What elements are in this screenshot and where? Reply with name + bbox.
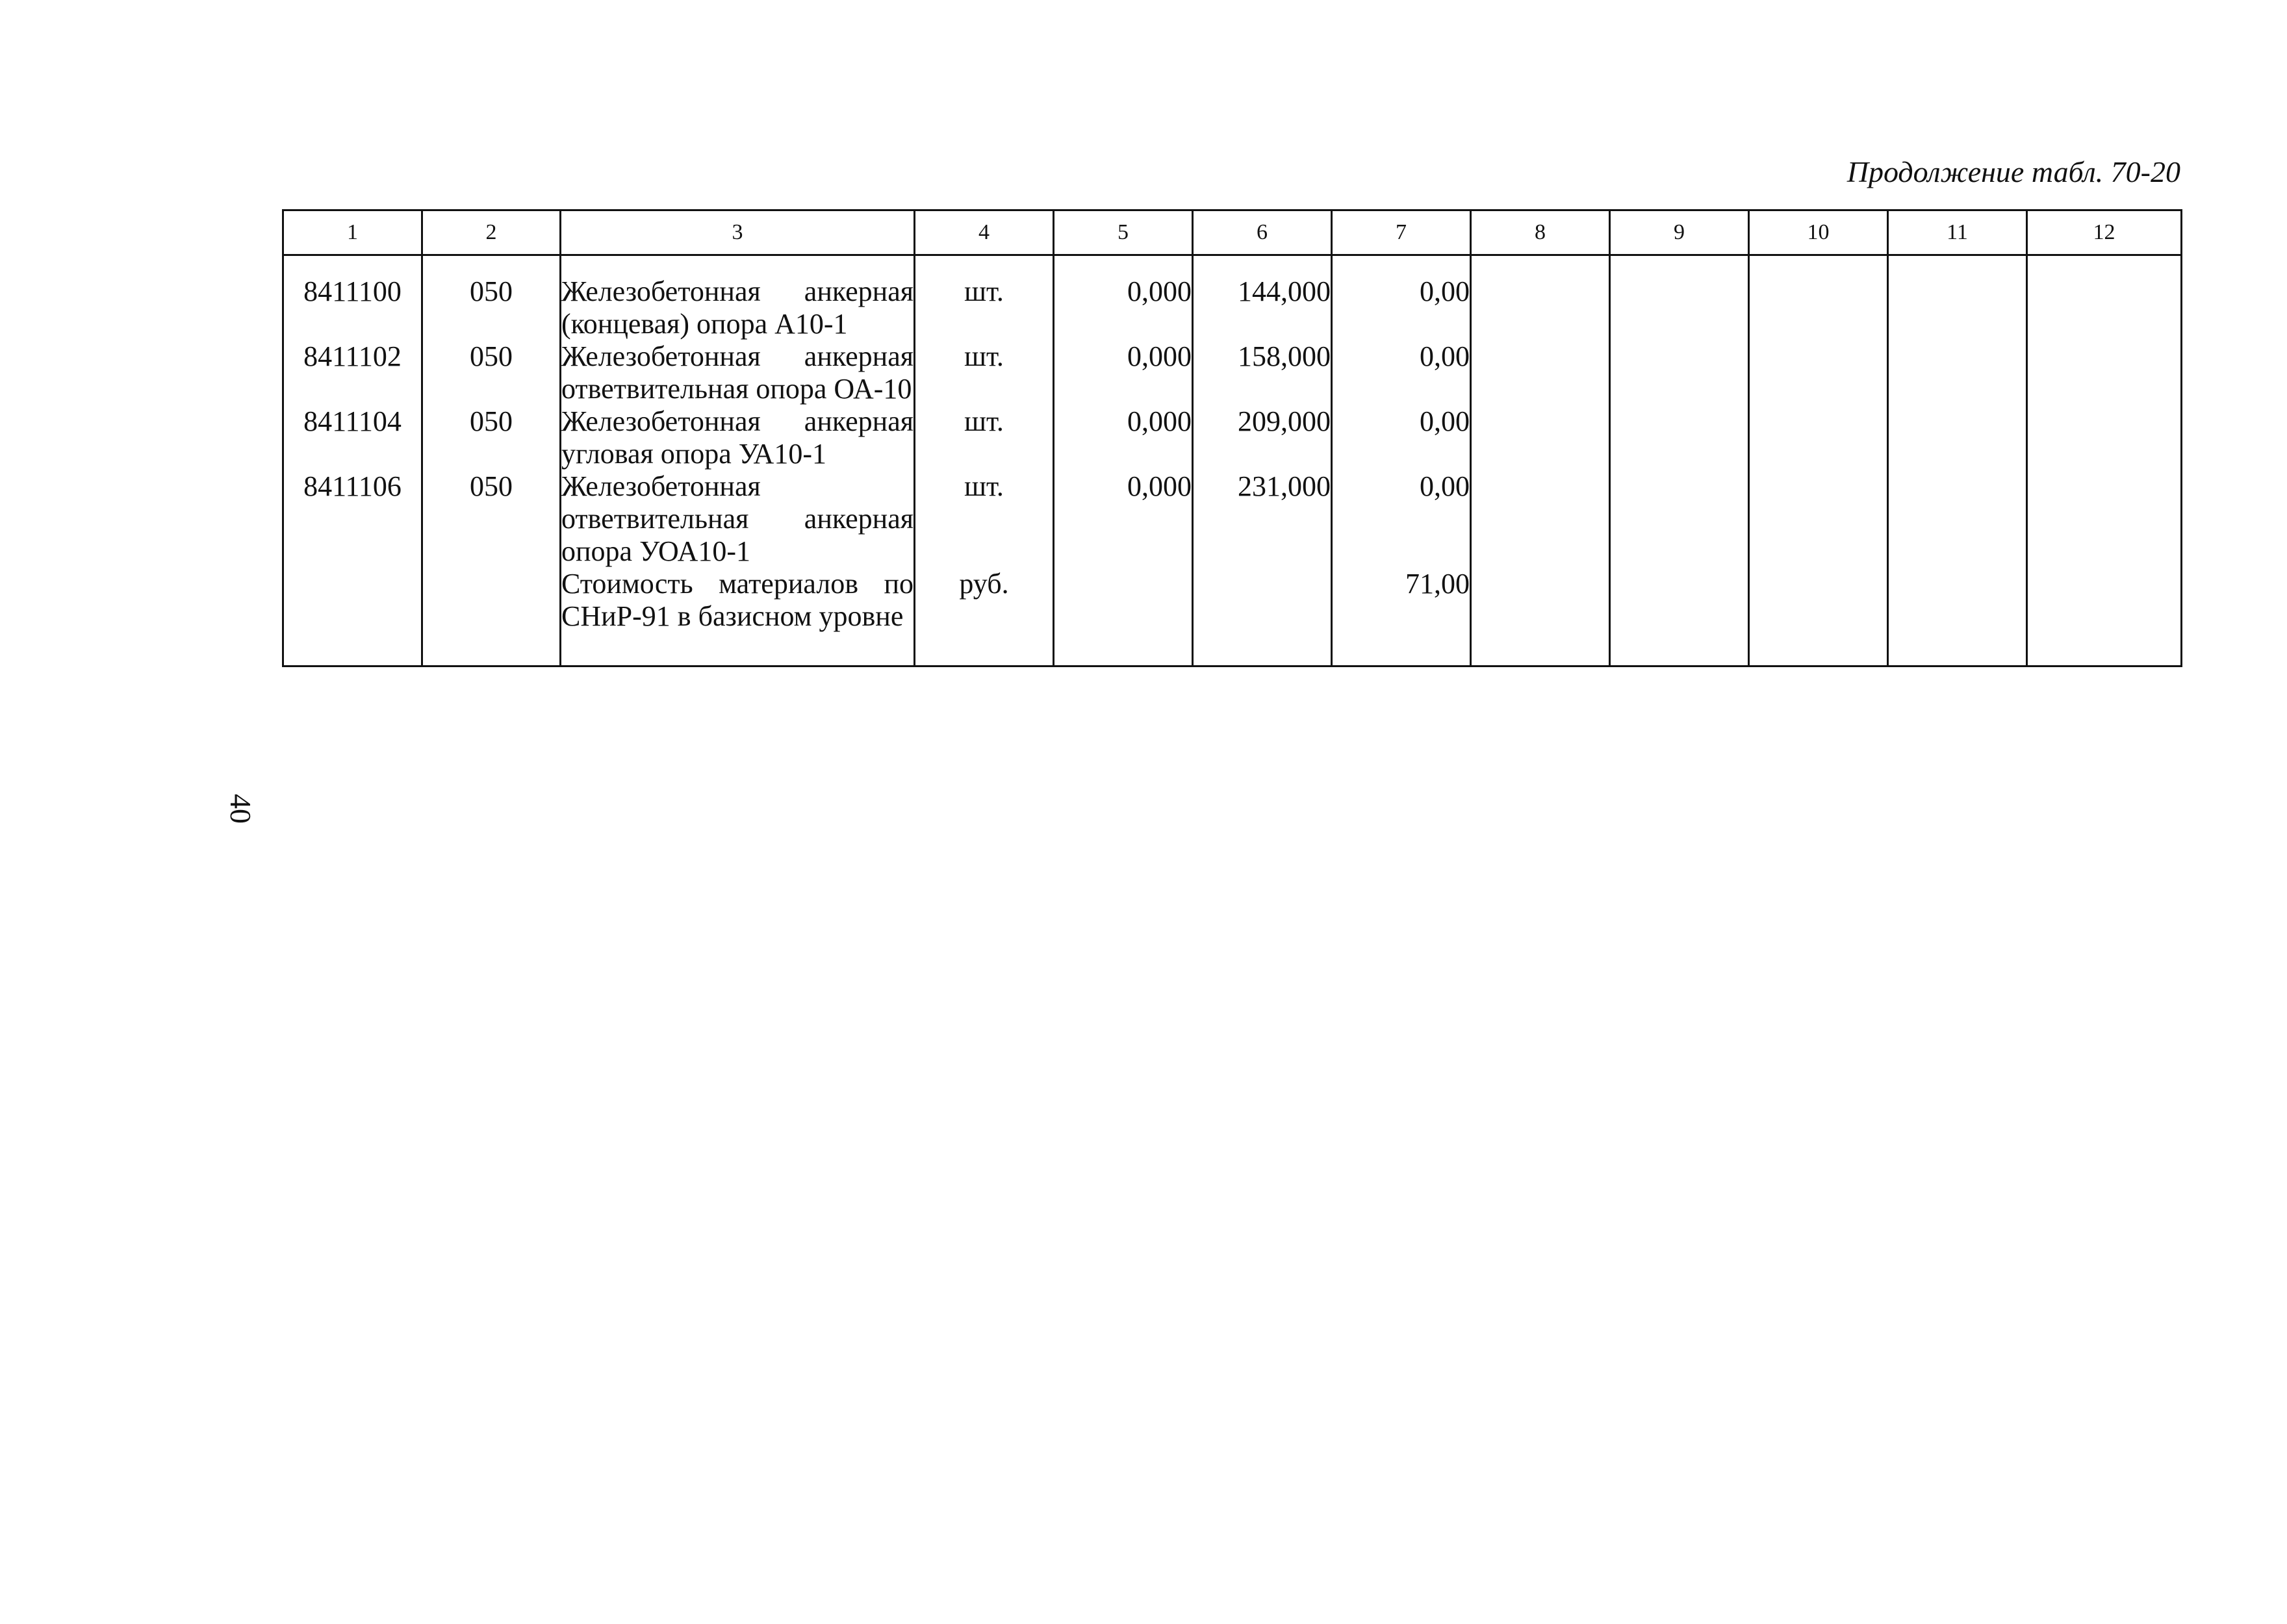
value-col-5 — [1054, 568, 1193, 666]
resource-description: Стоимость материалов по СНиР-91 в базисном уровне — [561, 568, 915, 666]
header-row — [283, 210, 2182, 255]
empty-cell — [1749, 568, 1888, 666]
resource-description: Железобетонная анкерная (концевая) опора А10-1 — [561, 255, 915, 341]
value-col-6: 158,000 — [1193, 340, 1332, 405]
value-col-6: 144,000 — [1193, 255, 1332, 341]
resource-description: Железобетонная анкерная ответвительная опора ОА-10 — [561, 340, 914, 405]
empty-cell — [1749, 340, 1888, 405]
empty-cell — [1471, 470, 1610, 568]
column-header-11: 11 — [1888, 210, 2027, 255]
resource-code: 8411100 — [283, 255, 422, 341]
resource-description: Железобетонная ответвительная анкерная опора УОА10-1 — [561, 470, 914, 567]
resource-code: 8411106 — [283, 470, 422, 568]
cost-code: 050 — [422, 470, 561, 568]
empty-cell — [1471, 405, 1610, 470]
value-col-5: 0,000 — [1054, 340, 1193, 405]
empty-cell — [1888, 470, 2027, 568]
empty-cell — [1610, 568, 1749, 666]
resource-code: 8411104 — [283, 405, 422, 470]
value-col-5: 0,000 — [1054, 470, 1193, 568]
empty-cell — [1471, 255, 1610, 341]
empty-cell — [2027, 405, 2182, 470]
cost-code — [422, 568, 561, 666]
column-header-12: 12 — [2027, 210, 2182, 255]
value-col-6: 209,000 — [1193, 405, 1332, 470]
empty-cell — [2027, 568, 2182, 666]
table-continuation-caption: Продолжение табл. 70-20 — [1846, 155, 2180, 188]
column-header-4: 4 — [915, 210, 1054, 255]
empty-cell — [1610, 255, 1749, 341]
unit: шт. — [915, 255, 1054, 341]
resource-code — [283, 568, 422, 666]
unit: шт. — [915, 470, 1054, 568]
unit: шт. — [915, 340, 1054, 405]
empty-cell — [2027, 340, 2182, 405]
column-header-5: 5 — [1054, 210, 1193, 255]
empty-cell — [1471, 568, 1610, 666]
empty-cell — [1749, 405, 1888, 470]
empty-cell — [1888, 255, 2027, 341]
cost-code: 050 — [422, 405, 561, 470]
unit: шт. — [915, 405, 1054, 470]
table-row — [283, 340, 2182, 405]
materials-table — [282, 209, 2182, 667]
value-col-7: 0,00 — [1332, 255, 1471, 341]
empty-cell — [2027, 470, 2182, 568]
empty-cell — [1888, 340, 2027, 405]
resource-code: 8411102 — [283, 340, 422, 405]
value-col-5: 0,000 — [1054, 405, 1193, 470]
empty-cell — [1471, 340, 1610, 405]
unit: руб. — [915, 568, 1054, 666]
empty-cell — [2027, 255, 2182, 341]
column-header-9: 9 — [1610, 210, 1749, 255]
value-col-7: 0,00 — [1332, 340, 1471, 405]
empty-cell — [1749, 255, 1888, 341]
column-header-6: 6 — [1193, 210, 1332, 255]
value-col-6: 231,000 — [1193, 470, 1332, 568]
empty-cell — [1610, 405, 1749, 470]
column-header-3: 3 — [561, 210, 915, 255]
empty-cell — [1888, 405, 2027, 470]
resource-description: Железобетонная анкерная угловая опора УА10-1 — [561, 405, 914, 470]
empty-cell — [1749, 470, 1888, 568]
column-header-8: 8 — [1471, 210, 1610, 255]
value-col-7: 0,00 — [1332, 405, 1471, 470]
column-header-2: 2 — [422, 210, 561, 255]
column-header-1: 1 — [283, 210, 422, 255]
value-col-6 — [1193, 568, 1332, 666]
empty-cell — [1888, 568, 2027, 666]
value-col-7: 71,00 — [1332, 568, 1471, 666]
column-header-10: 10 — [1749, 210, 1888, 255]
column-header-7: 7 — [1332, 210, 1471, 255]
table-row — [283, 405, 2182, 470]
empty-cell — [1610, 340, 1749, 405]
empty-cell — [1610, 470, 1749, 568]
cost-code: 050 — [422, 255, 561, 341]
value-col-5: 0,000 — [1054, 255, 1193, 341]
table-row — [283, 470, 2182, 568]
table-row — [283, 255, 2182, 341]
table-row — [283, 568, 2182, 666]
page-number: 40 — [224, 794, 257, 824]
cost-code: 050 — [422, 340, 561, 405]
value-col-7: 0,00 — [1332, 470, 1471, 568]
